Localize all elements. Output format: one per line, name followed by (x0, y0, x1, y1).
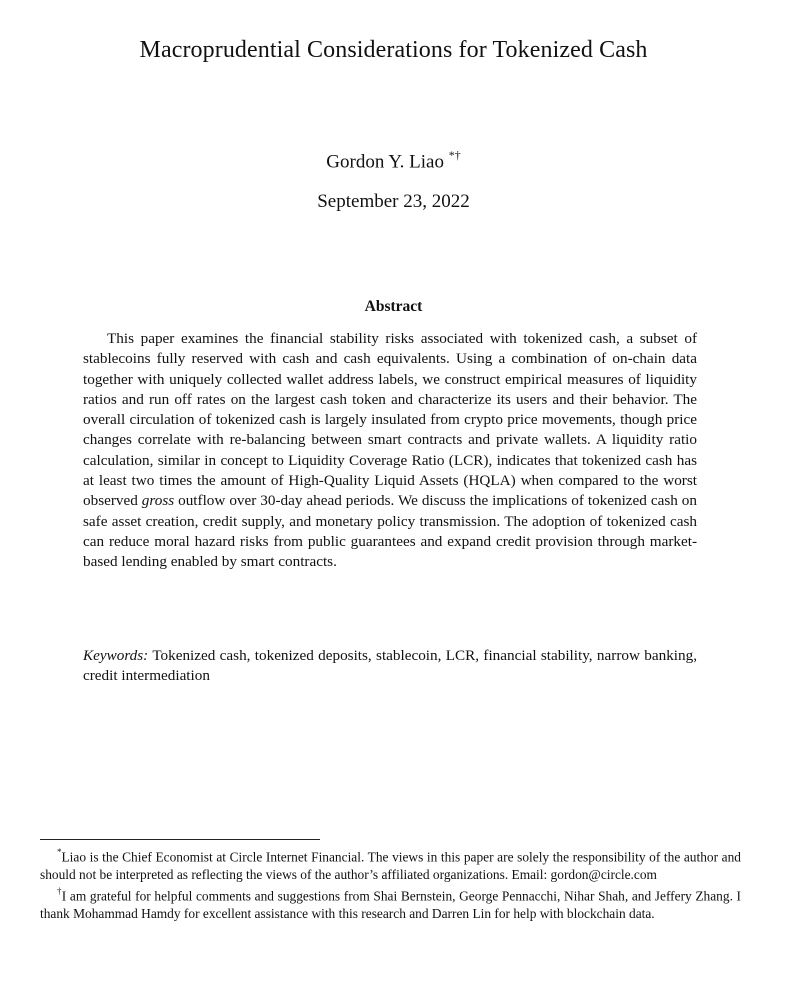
paper-title: Macroprudential Considerations for Tokenized Cash (139, 37, 648, 63)
footnote-affiliation (40, 845, 741, 884)
author-footnote-marks: *† (448, 148, 461, 162)
abstract-text (83, 329, 697, 573)
keywords-label: Keywords: (83, 647, 149, 664)
abstract-text-part-2: outflow over 30-day ahead periods. We discuss the implications of tokenized cash on safe asset creation, credit supply, and monetary policy transmission. The adoption of tokenized cash can reduce moral hazard risks from public guarantees and expand credit provision through market-based lending enabled by smart contracts. (83, 492, 697, 571)
footnote-mark: † (57, 885, 62, 896)
footnote-acknowledgements (40, 884, 741, 923)
abstract-text-part-1: This paper examines the financial stability risks associated with tokenized cash, a subset of stablecoins fully reserved with cash and cash equivalents. Using a combination of on-chain data together with uniquely collected wallet address labels, we construct empirical measures of liquidity ratios and run off rates on the largest cash token and characterize its users and their behavior. The overall circulation of tokenized cash is largely insulated from crypto price movements, though price changes correlate with re-balancing between smart contracts and private wallets. A liquidity ratio calculation, similar in concept to Liquidity Coverage Ratio (LCR), indicates that tokenized cash has at least two times the amount of High-Quality Liquid Assets (HQLA) when compared to the worst observed (83, 330, 697, 510)
abstract-heading: Abstract (364, 298, 423, 315)
footnote-text: I am grateful for helpful comments and suggestions from Shai Bernstein, George Pennacchi, Nihar Shah, and Jeffery Zhang. I thank Mohammad Hamdy for excellent assistance with this research and Darren Lin for help with blockchain data. (40, 888, 742, 922)
footnote-mark: * (57, 847, 62, 857)
footnote-divider (40, 839, 320, 840)
keywords (83, 646, 697, 687)
author-line (0, 149, 787, 173)
keywords-text: Tokenized cash, tokenized deposits, stablecoin, LCR, financial stability, narrow banking, credit intermediation (83, 647, 697, 685)
author-name: Gordon Y. Liao (326, 151, 444, 173)
footnote-text: Liao is the Chief Economist at Circle Internet Financial. The views in this paper are solely the responsibility of the author and should not be interpreted as reflecting the views of the author’s affiliated organizations. Email: gordon@circle.com (40, 849, 741, 883)
footnotes (40, 845, 741, 923)
publication-date: September 23, 2022 (317, 191, 470, 212)
abstract-italic-word: gross (141, 492, 175, 510)
